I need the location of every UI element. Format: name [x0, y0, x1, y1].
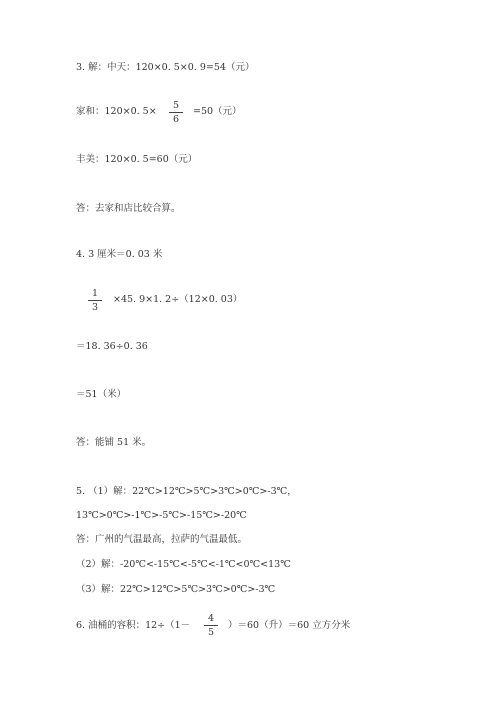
q4-conversion-line: 4. 3 厘米＝0. 03 米	[76, 249, 163, 260]
fraction-5-6	[169, 100, 183, 125]
q6-line-end: ）＝60（升）＝60 立方分米	[228, 620, 351, 631]
q3-jiahe-line-start: 家和：120×0. 5×	[76, 106, 157, 117]
fraction-denominator: 3	[91, 302, 99, 313]
q5-part1-line2: 13℃>0℃>-1℃>-5℃>-15℃>-20℃	[76, 510, 247, 521]
fraction-1-3	[88, 288, 102, 313]
q3-jiahe-line-end: =50（元）	[193, 106, 242, 117]
fraction-numerator: 5	[172, 100, 180, 111]
q3-fengmei-line: 丰美：120×0. 5=60（元）	[76, 154, 198, 165]
fraction-numerator: 4	[207, 613, 215, 624]
fraction-bar	[169, 112, 183, 113]
fraction-numerator: 1	[91, 288, 99, 299]
q3-zhongtian-line: 3. 解：中天：120×0. 5×0. 9=54（元）	[76, 62, 255, 73]
q5-part2-line: （2）解：-20℃<-15℃<-5℃<-1℃<0℃<13℃	[76, 559, 291, 570]
q5-part3-line: （3）解：22℃>12℃>5℃>3℃>0℃>-3℃	[76, 584, 276, 595]
q4-step1-line: ＝18. 36÷0. 36	[76, 341, 148, 352]
q3-answer-line: 答：去家和店比较合算。	[76, 203, 181, 214]
q5-answer-line: 答：广州的气温最高，拉萨的气温最低。	[76, 534, 248, 545]
fraction-denominator: 6	[172, 114, 180, 125]
fraction-4-5	[204, 613, 218, 638]
q6-line-start: 6. 油桶的容积：12÷（1－	[76, 620, 191, 631]
fraction-bar	[204, 625, 218, 626]
q4-expression-line: ×45. 9×1. 2÷（12×0. 03）	[113, 294, 243, 305]
fraction-denominator: 5	[207, 627, 215, 638]
q5-part1-line1: 5. （1）解：22℃>12℃>5℃>3℃>0℃>-3℃，	[76, 486, 297, 497]
fraction-bar	[88, 300, 102, 301]
q4-step2-line: ＝51（米）	[76, 389, 127, 400]
q4-answer-line: 答：能铺 51 米。	[76, 437, 152, 448]
